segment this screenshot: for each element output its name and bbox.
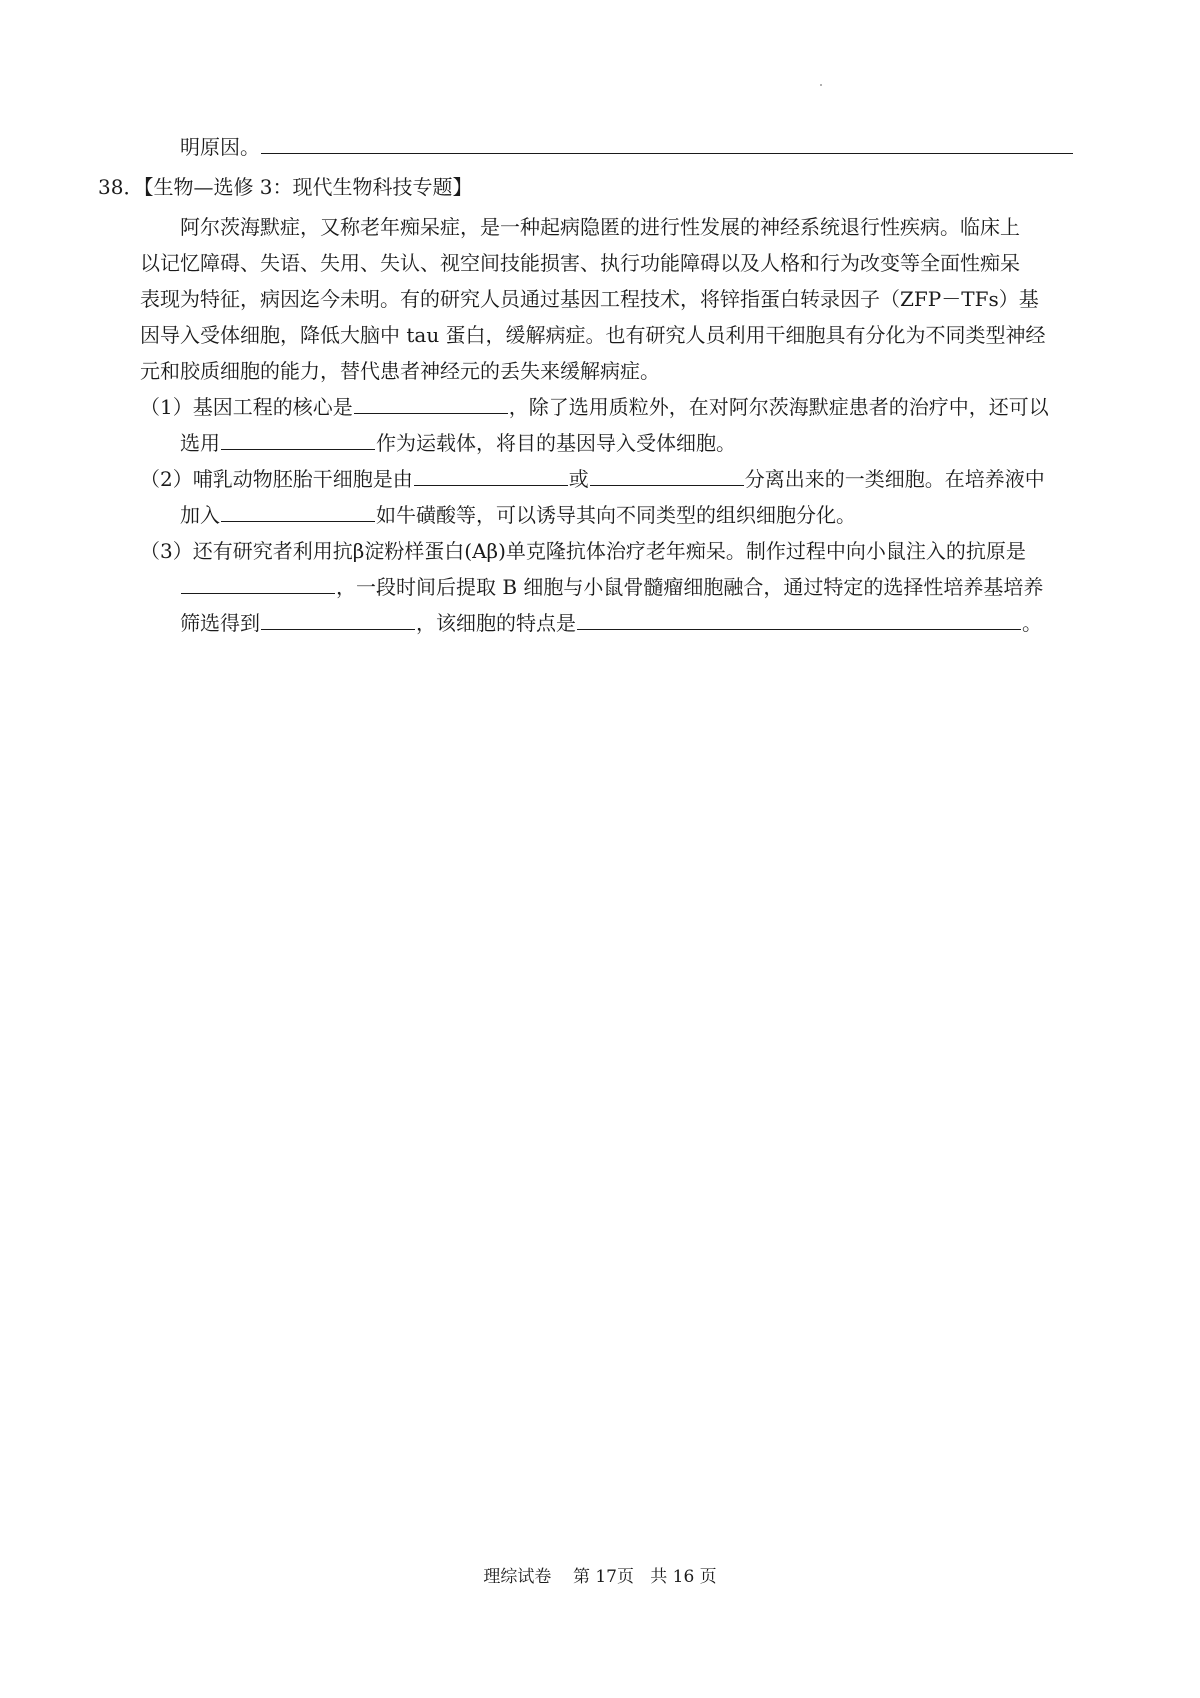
answer-blank[interactable] <box>181 573 335 594</box>
answer-blank[interactable] <box>590 465 744 486</box>
sub-question-2-cont <box>180 501 856 529</box>
sub-question-label: （1） <box>140 395 193 419</box>
question-text: 如牛磺酸等，可以诱导其向不同类型的组织细胞分化。 <box>376 503 856 527</box>
answer-blank[interactable] <box>414 465 568 486</box>
question-text: 作为运载体，将目的基因导入受体细胞。 <box>376 431 736 455</box>
question-text: 还有研究者利用抗β淀粉样蛋白(Aβ)单克隆抗体治疗老年痴呆。制作过程中向小鼠注入的抗原是 <box>192 539 1026 563</box>
answer-blank[interactable] <box>221 501 375 522</box>
sub-question-3-cont <box>180 573 1043 601</box>
answer-blank[interactable] <box>221 429 375 450</box>
question-title: 【生物—选修 3：现代生物科技专题】 <box>143 175 473 199</box>
question-text: ，该细胞的特点是 <box>416 611 576 635</box>
question-text: 分离出来的一类细胞。在培养液中 <box>744 467 1045 491</box>
intro-line: 因导入受体细胞，降低大脑中 tau 蛋白，缓解病症。也有研究人员利用干细胞具有分化为不同类型神经 <box>140 323 1046 347</box>
question-text: 哺乳动物胚胎干细胞是由 <box>192 467 413 491</box>
sub-question-label: （3） <box>140 539 193 563</box>
answer-blank[interactable] <box>354 393 508 414</box>
question-text: ，除了选用质粒外，在对阿尔茨海默症患者的治疗中，还可以 <box>508 395 1049 419</box>
sub-question-3-cont2 <box>180 609 1042 637</box>
question-text: 。 <box>1022 611 1042 635</box>
sub-question-1-cont <box>180 429 736 457</box>
footer-subject: 理综试卷 <box>483 1567 552 1587</box>
scan-speck <box>820 84 822 86</box>
question-text: 加入 <box>180 503 220 527</box>
prev-question-tail <box>180 133 1074 161</box>
question-header <box>98 173 473 201</box>
intro-line: 表现为特征，病因迄今未明。有的研究人员通过基因工程技术，将锌指蛋白转录因子（ZFP－TFs）基 <box>140 287 1039 311</box>
question-text: 选用 <box>180 431 220 455</box>
prev-question-text: 明原因。 <box>180 135 260 159</box>
footer-page-number: 第 17页 <box>572 1567 634 1587</box>
question-number: 38． <box>98 175 144 199</box>
answer-blank[interactable] <box>577 609 1021 630</box>
page-footer <box>0 1565 1200 1589</box>
question-text: ，一段时间后提取 B 细胞与小鼠骨髓瘤细胞融合，通过特定的选择性培养基培养 <box>336 575 1044 599</box>
answer-blank[interactable] <box>261 133 1073 154</box>
intro-line: 以记忆障碍、失语、失用、失认、视空间技能损害、执行功能障碍以及人格和行为改变等全面性痴呆 <box>140 251 1020 275</box>
intro-line: 元和胶质细胞的能力，替代患者神经元的丢失来缓解病症。 <box>140 359 660 383</box>
intro-line: 阿尔茨海默症，又称老年痴呆症，是一种起病隐匿的进行性发展的神经系统退行性疾病。临床上 <box>180 215 1020 239</box>
sub-question-1 <box>140 393 1049 421</box>
sub-question-2 <box>140 465 1045 493</box>
answer-blank[interactable] <box>261 609 415 630</box>
question-text: 基因工程的核心是 <box>192 395 353 419</box>
question-text: 筛选得到 <box>180 611 260 635</box>
footer-total-pages: 共 16 页 <box>650 1567 717 1587</box>
sub-question-label: （2） <box>140 467 193 491</box>
question-text: 或 <box>568 467 589 491</box>
sub-question-3 <box>140 537 1026 565</box>
